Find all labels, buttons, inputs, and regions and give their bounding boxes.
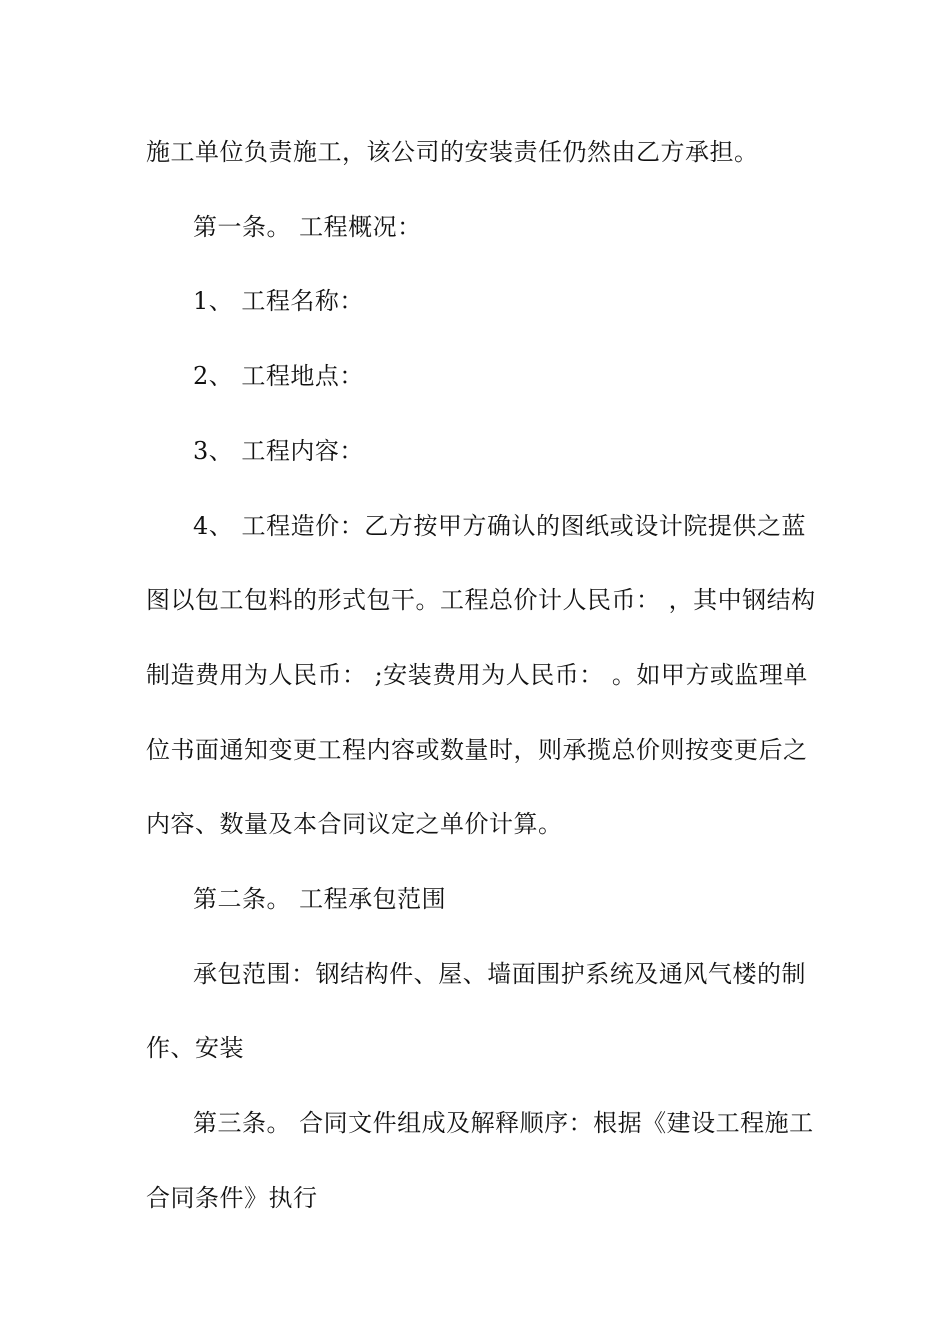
project-name-item: 1、 工程名称：: [193, 287, 364, 315]
project-cost-line-3: 制造费用为人民币： ;安装费用为人民币： 。如甲方或监理单: [146, 661, 808, 689]
scope-line-2: 作、安装: [146, 1034, 244, 1062]
article-3-line-2: 合同条件》执行: [146, 1184, 318, 1212]
project-cost-line-5: 内容、数量及本合同议定之单价计算。: [146, 810, 563, 838]
project-location-item: 2、 工程地点：: [193, 362, 364, 390]
article-3-line-1: 第三条。 合同文件组成及解释顺序：根据《建设工程施工: [193, 1109, 814, 1137]
article-2-heading: 第二条。 工程承包范围: [193, 885, 447, 913]
project-cost-line-1: 4、 工程造价：乙方按甲方确认的图纸或设计院提供之蓝: [193, 512, 806, 540]
scope-line-1: 承包范围：钢结构件、屋、墙面围护系统及通风气楼的制: [193, 960, 806, 988]
article-1-heading: 第一条。 工程概况：: [193, 213, 422, 241]
paragraph-line-1: 施工单位负责施工，该公司的安装责任仍然由乙方承担。: [146, 138, 759, 166]
project-content-item: 3、 工程内容：: [193, 437, 364, 465]
project-cost-line-4: 位书面通知变更工程内容或数量时，则承揽总价则按变更后之: [146, 736, 808, 764]
project-cost-line-2: 图以包工包料的形式包干。工程总价计人民币： ，其中钢结构: [146, 586, 816, 614]
